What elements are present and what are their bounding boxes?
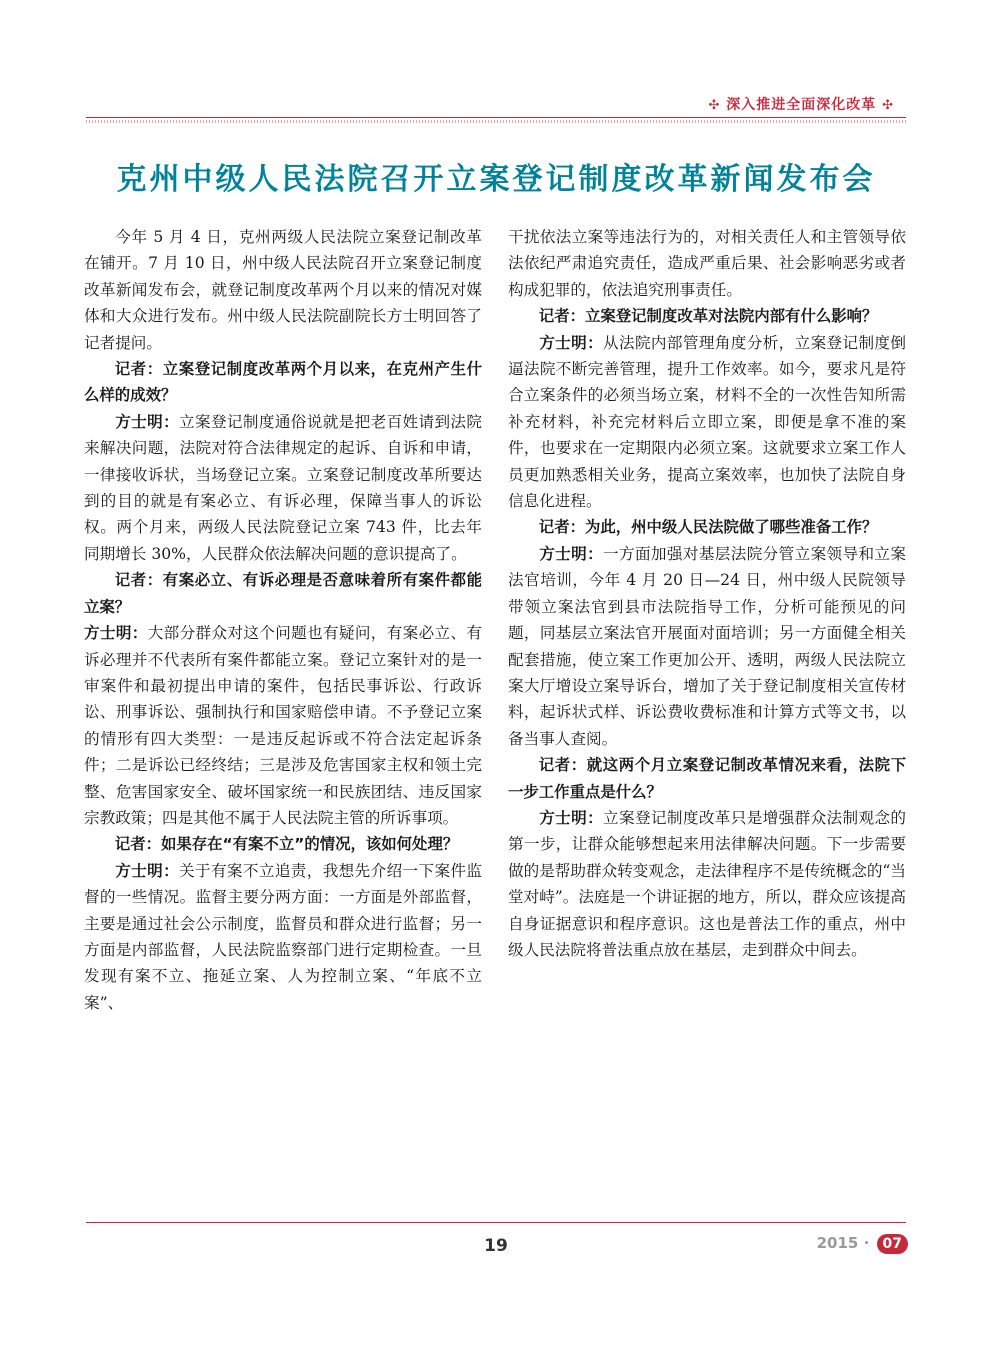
footer-divider bbox=[86, 1222, 906, 1223]
answer-text: 立案登记制度通俗说就是把老百姓请到法院来解决问题，法院对符合法律规定的起诉、自诉和申请，一律接收诉状，当场登记立案。立案登记制度改革所要达到的目的就是有案必立、有诉必理，保障当事人的诉讼权。两个月来，两级人民法院登记立案 743 件，比去年同期增长 30%，人民群众依法解决问题的意识提高了。 bbox=[84, 412, 482, 563]
ornament-right-icon: ✣ bbox=[882, 98, 894, 113]
answer-text: 关于有案不立追责，我想先介绍一下案件监督的一些情况。监督主要分两方面：一方面是外部监督，主要是通过社会公示制度，监督员和群众进行监督；另一方面是内部监督，人民法院监察部门进行定期检查。一旦发现有案不立、拖延立案、人为控制立案、“年底不立案”、 bbox=[84, 861, 482, 1012]
body-paragraph: 今年 5 月 4 日，克州两级人民法院立案登记制改革在铺开。7 月 10 日，州中级人民法院召开立案登记制度改革新闻发布会，就登记制度改革两个月以来的情况对媒体和大众进行发布。州中级人民法院副院长方士明回答了记者提问。 bbox=[84, 228, 482, 352]
answer-text: 立案登记制度改革只是增强群众法制观念的第一步，让群众能够想起来用法律解决问题。下一步需要做的是帮助群众转变观念，走法律程序不是传统概念的“当堂对峙”。法庭是一个讲证据的地方，所以，群众应该提高自身证据意识和程序意识。这也是普法工作的重点，州中级人民法院将普法重点放在基层，走到群众中间去。 bbox=[508, 808, 906, 959]
speaker-label: 方士明： bbox=[539, 544, 604, 563]
answer-paragraph bbox=[84, 409, 482, 567]
question-paragraph: 记者：立案登记制度改革两个月以来，在克州产生什么样的成效？ bbox=[84, 360, 482, 405]
body-paragraph: 干扰依法立案等违法行为的，对相关责任人和主管领导依法依纪严肃追究责任，造成严重后果、社会影响恶劣或者构成犯罪的，依法追究刑事责任。 bbox=[508, 228, 906, 299]
answer-paragraph bbox=[508, 541, 906, 752]
article-title: 克州中级人民法院召开立案登记制度改革新闻发布会 bbox=[116, 162, 876, 197]
speaker-label: 方士明： bbox=[539, 333, 604, 352]
answer-paragraph bbox=[508, 805, 906, 963]
header-dotted-divider bbox=[86, 120, 906, 123]
section-header bbox=[708, 94, 894, 114]
right-column bbox=[508, 224, 906, 963]
question-paragraph: 记者：为此，州中级人民法院做了哪些准备工作？ bbox=[538, 518, 878, 537]
question-paragraph: 记者：有案必立、有诉必理是否意味着所有案件都能立案？ bbox=[84, 571, 482, 616]
speaker-label: 方士明： bbox=[539, 808, 604, 827]
issue-number-badge: 07 bbox=[877, 1234, 908, 1254]
ornament-left-icon: ✣ bbox=[708, 98, 721, 113]
issue-year: 2015 bbox=[816, 1234, 859, 1252]
speaker-label: 方士明： bbox=[84, 624, 148, 643]
page-number: 19 bbox=[484, 1236, 508, 1256]
answer-paragraph bbox=[508, 330, 906, 515]
speaker-label: 方士明： bbox=[115, 412, 180, 431]
question-paragraph: 记者：立案登记制度改革对法院内部有什么影响？ bbox=[538, 307, 878, 326]
answer-text: 一方面加强对基层法院分管立案领导和立案法官培训，今年 4 月 20 日—24 日，州中级人民院领导带领立案法官到县市法院指导工作，分析可能预见的问题，同基层立案法官开展面对面培训；另一方面健全相关配套措施，使立案工作更加公开、透明，两级人民法院立案大厅增设立案导诉台，增加了关于登记制度相关宣传材料，起诉状式样、诉讼费收费标准和计算方式等文书，以备当事人查阅。 bbox=[508, 544, 906, 748]
left-column bbox=[84, 224, 482, 1016]
issue-separator: · bbox=[863, 1234, 870, 1252]
question-paragraph: 记者：就这两个月立案登记制改革情况来看，法院下一步工作重点是什么？ bbox=[508, 756, 906, 801]
answer-paragraph bbox=[84, 858, 482, 1016]
section-title: 深入推进全面深化改革 bbox=[726, 97, 877, 113]
speaker-label: 方士明： bbox=[115, 861, 180, 880]
answer-text: 大部分群众对这个问题也有疑问，有案必立、有诉必理并不代表所有案件都能立案。登记立案针对的是一审案件和最初提出申请的案件，包括民事诉讼、行政诉讼、刑事诉讼、强制执行和国家赔偿申请。不予登记立案的情形有四大类型：一是违反起诉或不符合法定起诉条件；二是诉讼已经终结；三是涉及危害国家主权和领土完整、危害国家安全、破坏国家统一和民族团结、违反国家宗教政策；四是其他不属于人民法院主管的所诉事项。 bbox=[84, 624, 482, 827]
question-paragraph: 记者：如果存在“有案不立”的情况，该如何处理？ bbox=[114, 835, 459, 854]
answer-paragraph bbox=[84, 620, 482, 831]
answer-text: 从法院内部管理角度分析，立案登记制度倒逼法院不断完善管理，提升工作效率。如今，要求凡是符合立案条件的必须当场立案，材料不全的一次性告知所需补充材料，补充完材料后立即立案，即便是拿不准的案件，也要求在一定期限内必须立案。这就要求立案工作人员更加熟悉相关业务，提高立案效率，也加快了法院自身信息化进程。 bbox=[508, 333, 906, 511]
header-divider bbox=[86, 117, 906, 118]
issue-label bbox=[817, 1234, 908, 1254]
